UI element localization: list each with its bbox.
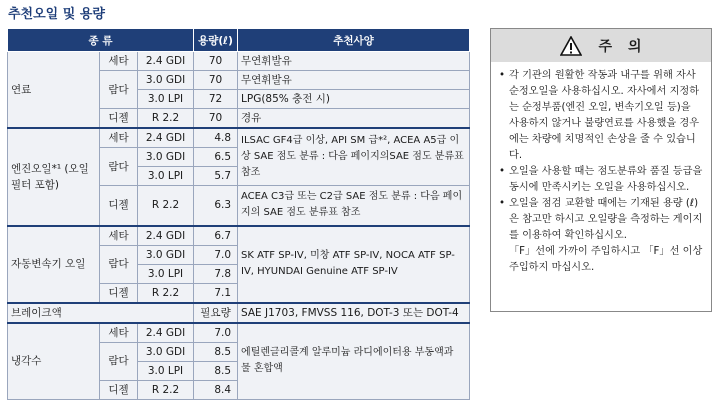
spec-cell: 무연휘발유 xyxy=(238,52,470,71)
caution-label-b: 의 xyxy=(628,39,642,55)
trim-cell: 람다 xyxy=(100,342,138,380)
note-extra-text: 「F」선에 가까이 주입하시고 「F」선 이상 주입하지 마십시오. xyxy=(509,246,703,273)
trim-cell: 디젤 xyxy=(100,283,138,303)
capacity-cell: 7.0 xyxy=(194,245,238,264)
trim-cell: 디젤 xyxy=(100,109,138,129)
engine-cell: 3.0 GDI xyxy=(138,148,194,167)
capacity-cell: 8.5 xyxy=(194,361,238,380)
list-item: • 오일을 점검 교환할 때에는 기재된 용량 (ℓ)은 참고만 하시고 오일량을 측정하는 게이지를 이용하여 확인하십시오. xyxy=(499,198,703,241)
table-row xyxy=(8,303,470,323)
capacity-cell: 7.1 xyxy=(194,283,238,303)
engine-cell: 2.4 GDI xyxy=(138,226,194,246)
capacity-cell: 70 xyxy=(194,109,238,129)
engine-cell: 3.0 GDI xyxy=(138,245,194,264)
header-kind: 종 류 xyxy=(8,29,194,52)
caution-label-a: 주 xyxy=(598,39,612,55)
capacity-cell: 필요량 xyxy=(194,303,238,323)
spec-cell: ACEA C3급 또는 C2급 SAE 점도 분류 : 다음 페이지의 SAE 점도 분류표 참조 xyxy=(238,186,470,226)
category-brake: 브레이크액 xyxy=(8,303,194,323)
capacity-cell: 7.8 xyxy=(194,264,238,283)
spec-cell: ILSAC GF4급 이상, API SM 급*², ACEA A5급 이상 SAE 점도 분류 : 다음 페이지의SAE 점도 분류표 참조 xyxy=(238,128,470,186)
engine-cell: 3.0 LPI xyxy=(138,167,194,186)
trim-cell: 디젤 xyxy=(100,380,138,399)
table-row xyxy=(8,323,470,343)
note-text: 오일을 사용할 때는 점도분류와 품질 등급을 동시에 만족시키는 오일을 사용하십시오. xyxy=(509,166,703,193)
category-fuel: 연료 xyxy=(8,52,100,129)
page-title: 추천오일 및 용량 xyxy=(8,7,105,22)
header-capacity: 용량(ℓ) xyxy=(194,29,238,52)
table-row xyxy=(8,128,470,148)
category-transmission: 자동변속기 오일 xyxy=(8,226,100,303)
capacity-cell: 8.4 xyxy=(194,380,238,399)
warning-triangle-icon xyxy=(560,36,582,56)
spec-cell: SAE J1703, FMVSS 116, DOT-3 또는 DOT-4 xyxy=(238,303,470,323)
engine-cell: 3.0 GDI xyxy=(138,71,194,90)
trim-cell: 세타 xyxy=(100,226,138,246)
trim-cell: 디젤 xyxy=(100,186,138,226)
note-text: 각 기관의 원활한 작동과 내구를 위해 자사 순정오일을 사용하십시오. 자사에서 지정하는 순정부품(엔진 오일, 변속기오일 등)을 사용하지 않거나 불량연료를 사용했을 경우에는 차량에 치명적인 손상을 줄 수 있습니다. xyxy=(509,70,700,161)
spec-cell: 경유 xyxy=(238,109,470,129)
capacity-cell: 70 xyxy=(194,71,238,90)
capacity-cell: 6.5 xyxy=(194,148,238,167)
capacity-cell: 72 xyxy=(194,90,238,109)
list-item: • 오일을 사용할 때는 점도분류와 품질 등급을 동시에 만족시키는 오일을 사용하십시오. xyxy=(499,166,703,193)
capacity-cell: 5.7 xyxy=(194,167,238,186)
table-row xyxy=(8,52,470,71)
engine-cell: R 2.2 xyxy=(138,186,194,226)
category-engine-oil: 엔진오일*¹ (오일 필터 포함) xyxy=(8,128,100,226)
engine-cell: 2.4 GDI xyxy=(138,323,194,343)
engine-cell: R 2.2 xyxy=(138,380,194,399)
engine-cell: 3.0 LPI xyxy=(138,90,194,109)
spec-cell: SK ATF SP-IV, 미창 ATF SP-IV, NOCA ATF SP-IV, HYUNDAI Genuine ATF SP-IV xyxy=(238,226,470,303)
engine-cell: 2.4 GDI xyxy=(138,52,194,71)
category-coolant: 냉각수 xyxy=(8,323,100,400)
engine-cell: 3.0 LPI xyxy=(138,264,194,283)
spec-cell: LPG(85% 충전 시) xyxy=(238,90,470,109)
spec-cell: 에틸렌글리콜계 알루미늄 라디에이터용 부동액과 물 혼합액 xyxy=(238,323,470,400)
table-row xyxy=(8,226,470,246)
engine-cell: 3.0 GDI xyxy=(138,342,194,361)
engine-cell: R 2.2 xyxy=(138,283,194,303)
note-text: 오일을 점검 교환할 때에는 기재된 용량 (ℓ)은 참고만 하시고 오일량을 측정하는 게이지를 이용하여 확인하십시오. xyxy=(509,198,703,241)
capacity-cell: 6.3 xyxy=(194,186,238,226)
recommended-oil-table xyxy=(7,28,470,400)
spec-cell: 무연휘발유 xyxy=(238,71,470,90)
trim-cell: 세타 xyxy=(100,128,138,148)
list-item: • 각 기관의 원활한 작동과 내구를 위해 자사 순정오일을 사용하십시오. 자사에서 지정하는 순정부품(엔진 오일, 변속기오일 등)을 사용하지 않거나 불량연료를 사용했을 경우에는 차량에 치명적인 손상을 줄 수 있습니다. xyxy=(499,70,700,161)
engine-cell: 2.4 GDI xyxy=(138,128,194,148)
capacity-cell: 6.7 xyxy=(194,226,238,246)
table-header-row xyxy=(8,29,470,52)
trim-cell: 세타 xyxy=(100,323,138,343)
engine-cell: R 2.2 xyxy=(138,109,194,129)
capacity-cell: 70 xyxy=(194,52,238,71)
capacity-cell: 7.0 xyxy=(194,323,238,343)
trim-cell: 람다 xyxy=(100,245,138,283)
capacity-cell: 4.8 xyxy=(194,128,238,148)
trim-cell: 람다 xyxy=(100,148,138,186)
caution-notes xyxy=(490,62,712,312)
capacity-cell: 8.5 xyxy=(194,342,238,361)
trim-cell: 람다 xyxy=(100,71,138,109)
engine-cell: 3.0 LPI xyxy=(138,361,194,380)
header-recommended: 추천사양 xyxy=(238,29,470,52)
caution-header xyxy=(490,28,712,64)
trim-cell: 세타 xyxy=(100,52,138,71)
